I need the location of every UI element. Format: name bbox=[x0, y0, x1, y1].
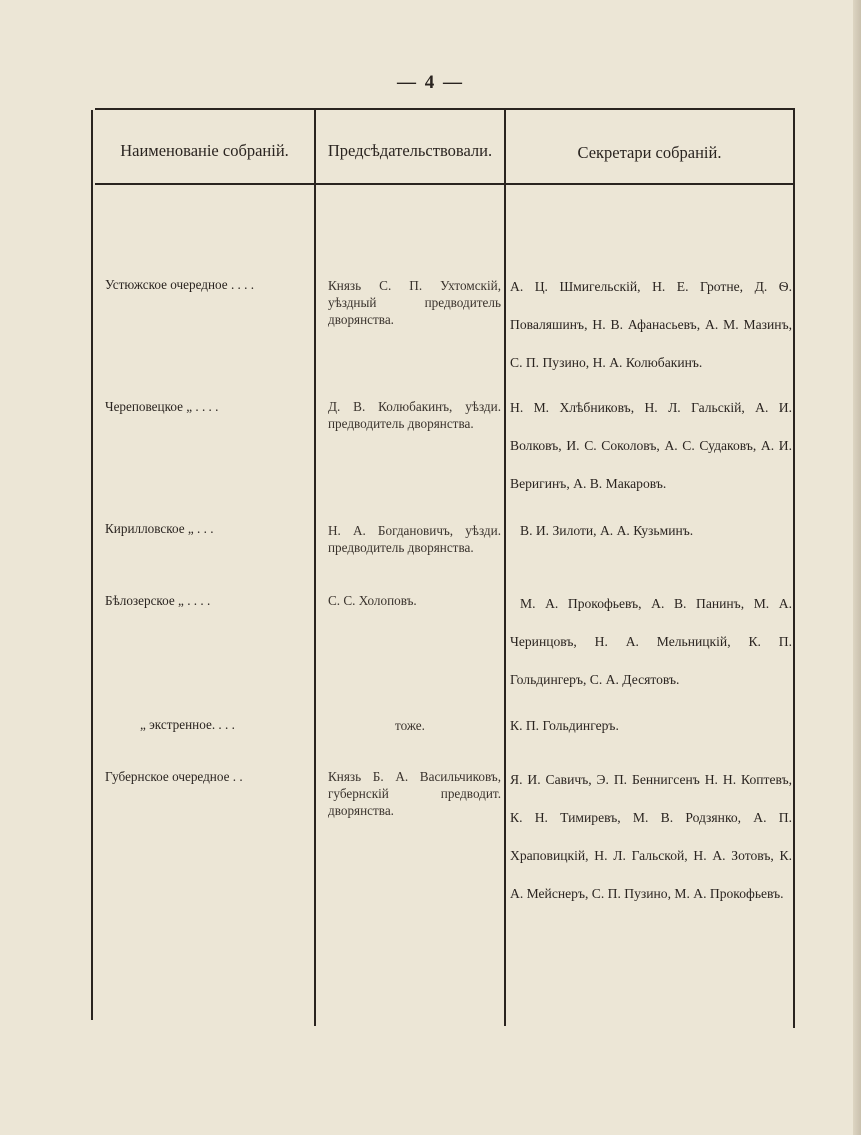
chair-cell: Князь С. П. Ухтомскій, уѣздный предводитель дворянства. bbox=[328, 278, 501, 327]
chair-cell: тоже. bbox=[395, 718, 425, 733]
assembly-name: Череповецкое „ . . . . bbox=[105, 399, 219, 414]
chair-cell: Князь Б. А. Васильчиковъ, губернскій предводит. дворянства. bbox=[328, 769, 501, 818]
secretaries-cell: Я. И. Савичъ, Э. П. Беннигсенъ Н. Н. Коптевъ, К. Н. Тимиревъ, М. В. Родзянко, А. П. Храповицкій, Н. Л. Гальской, Н. А. Зотовъ, К. А. Мейснеръ, С. П. Пузино, М. А. Прокофьевъ. bbox=[510, 772, 792, 901]
secretaries-cell: Н. М. Хлѣбниковъ, Н. Л. Гальскій, А. И. Волковъ, И. С. Соколовъ, А. С. Судаковъ, А. И. Веригинъ, А. В. Макаровъ. bbox=[510, 400, 792, 491]
column-divider-2 bbox=[504, 110, 506, 1026]
page-number: — 4 — bbox=[397, 72, 464, 93]
chair-cell: С. С. Холоповъ. bbox=[328, 593, 417, 608]
column-divider-right bbox=[793, 110, 795, 1028]
secretaries-cell: В. И. Зилоти, А. А. Кузьминъ. bbox=[520, 523, 694, 538]
secretaries-cell: А. Ц. Шмигельскій, Н. Е. Гротне, Д. Ѳ. Поваляшинъ, Н. В. Афанасьевъ, А. М. Мазинъ, С. П. Пузино, Н. А. Колюбакинъ. bbox=[510, 279, 792, 370]
column-divider-left bbox=[91, 110, 93, 1020]
table-top-rule bbox=[95, 108, 795, 110]
assembly-name: „ экстренное. . . . bbox=[140, 717, 235, 732]
header-secretaries: Секретари собраній. bbox=[577, 143, 722, 162]
column-divider-1 bbox=[314, 110, 316, 1026]
assembly-name: Губернское очередное . . bbox=[105, 769, 243, 784]
assembly-name: Устюжское очередное . . . . bbox=[105, 277, 255, 292]
chair-cell: Н. А. Богдановичъ, уѣзди. предводитель дворянства. bbox=[328, 523, 501, 555]
secretaries-cell: К. П. Гольдингеръ. bbox=[510, 718, 619, 733]
chair-cell: Д. В. Колюбакинъ, уѣзди. предводитель дворянства. bbox=[328, 399, 501, 431]
header-chaired: Предсѣдательствовали. bbox=[327, 141, 493, 160]
header-assemblies: Наименованіе собраній. bbox=[120, 141, 289, 160]
assembly-name: Бѣлозерское „ . . . . bbox=[105, 593, 211, 608]
assembly-name: Кирилловское „ . . . bbox=[105, 521, 214, 536]
page-edge bbox=[853, 0, 861, 1135]
header-bottom-rule bbox=[95, 183, 795, 185]
secretaries-cell: М. А. Прокофьевъ, А. В. Панинъ, М. А. Черинцовъ, Н. А. Мельницкій, К. П. Гольдингеръ, С. А. Десятовъ. bbox=[510, 596, 792, 687]
